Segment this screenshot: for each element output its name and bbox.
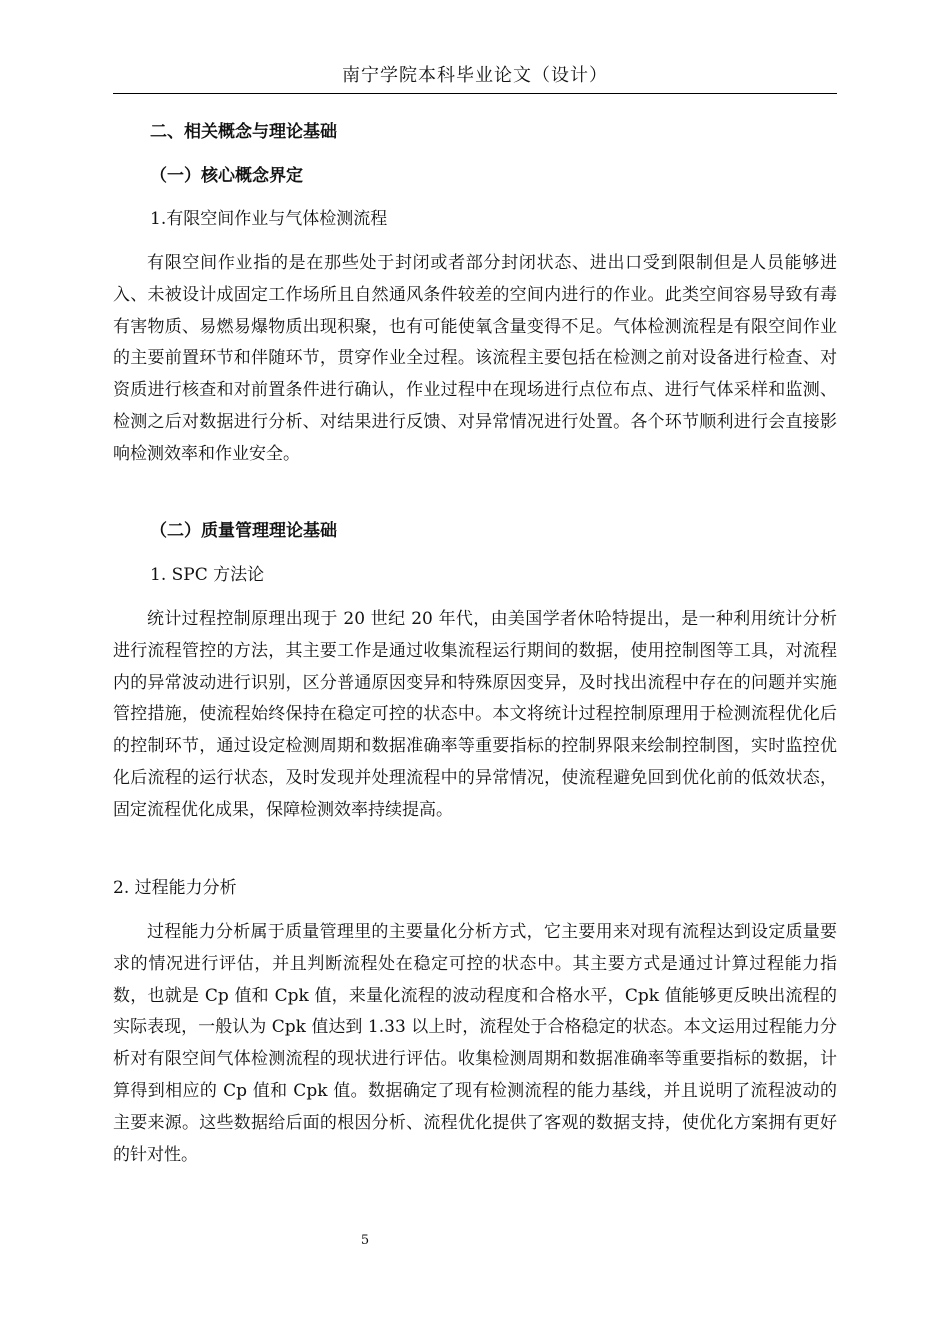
subsection-heading-core-concepts: （一）核心概念界定 [150,166,303,186]
page-number: 5 [360,1233,370,1248]
paragraph-process-capability: 过程能力分析属于质量管理里的主要量化分析方式，它主要用来对现有流程达到设定质量要求的情况进行评估，并且判断流程处在稳定可控的状态中。其主要方式是通过计算过程能力指数，也就是 Cp 值和 Cpk 值，来量化流程的波动程度和合格水平，Cpk 值能够更反映出流程的实际表现，一般认为 Cpk 值达到 1.33 以上时，流程处于合格稳定的状态。本文运用过程能力分析对有限空间气体检测流程的现状进行评估。收集检测周期和数据准确率等重要指标的数据，计算得到相应的 Cp 值和 Cpk 值。数据确定了现有检测流程的能力基线，并且说明了流程波动的主要来源。这些数据给后面的根因分析、流程优化提供了客观的数据支持，使优化方案拥有更好的针对性。 [113,922,837,1165]
section-heading: 二、相关概念与理论基础 [150,122,337,142]
item-heading-process-capability: 2. 过程能力分析 [113,878,237,898]
item-heading-spc: 1. SPC 方法论 [150,565,265,585]
page-header: 南宁学院本科毕业论文（设计） [342,65,608,86]
subsection-heading-quality-theory: （二）质量管理理论基础 [150,521,337,541]
header-rule [113,93,837,94]
paragraph-spc: 统计过程控制原理出现于 20 世纪 20 年代，由美国学者休哈特提出，是一种利用统计分析进行流程管控的方法，其主要工作是通过收集流程运行期间的数据，使用控制图等工具，对流程内的异常波动进行识别，区分普通原因变异和特殊原因变异，及时找出流程中存在的问题并实施管控措施，使流程始终保持在稳定可控的状态中。本文将统计过程控制原理用于检测流程优化后的控制环节，通过设定检测周期和数据准确率等重要指标的控制界限来绘制控制图，实时监控优化后流程的运行状态，及时发现并处理流程中的异常情况，使流程避免回到优化前的低效状态，固定流程优化成果，保障检测效率持续提高。 [113,609,837,820]
item-heading-confined-space: 1.有限空间作业与气体检测流程 [150,209,388,229]
paragraph-confined-space: 有限空间作业指的是在那些处于封闭或者部分封闭状态、进出口受到限制但是人员能够进入、未被设计成固定工作场所且自然通风条件较差的空间内进行的作业。此类空间容易导致有毒有害物质、易燃易爆物质出现积聚，也有可能使氧含量变得不足。气体检测流程是有限空间作业的主要前置环节和伴随环节，贯穿作业全过程。该流程主要包括在检测之前对设备进行检查、对资质进行核查和对前置条件进行确认，作业过程中在现场进行点位布点、进行气体采样和监测、检测之后对数据进行分析、对结果进行反馈、对异常情况进行处置。各个环节顺利进行会直接影响检测效率和作业安全。 [113,253,837,464]
